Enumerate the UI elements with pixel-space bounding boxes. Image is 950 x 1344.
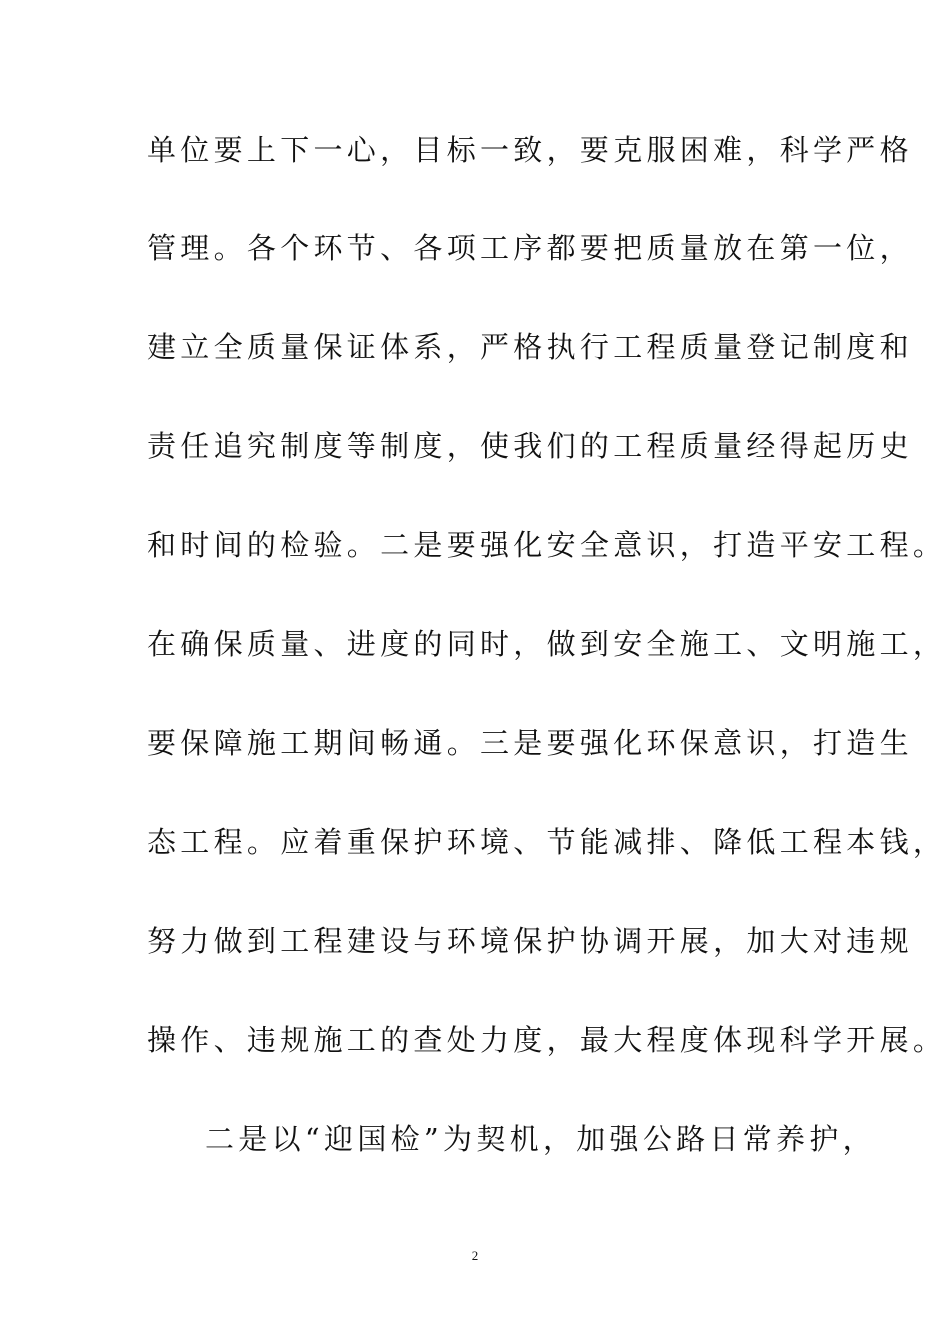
text-line-4: 责任追究制度等制度，使我们的工程质量经得起历史 <box>147 429 913 463</box>
text-line-10: 操作、违规施工的查处力度，最大程度体现科学开展。 <box>147 1023 947 1057</box>
text-line-3: 建立全质量保证体系，严格执行工程质量登记制度和 <box>147 330 913 364</box>
text-line-2: 管理。各个环节、各项工序都要把质量放在第一位， <box>147 231 913 265</box>
text-line-7: 要保障施工期间畅通。三是要强化环保意识，打造生 <box>147 726 913 760</box>
text-line-5: 和时间的检验。二是要强化安全意识，打造平安工程。 <box>147 528 947 562</box>
text-line-6: 在确保质量、进度的同时，做到安全施工、文明施工， <box>147 627 947 661</box>
text-line-8: 态工程。应着重保护环境、节能减排、降低工程本钱， <box>147 825 947 859</box>
page-number: 2 <box>471 1248 479 1263</box>
text-line-9: 努力做到工程建设与环境保护协调开展，加大对违规 <box>147 924 913 958</box>
paragraph-start-line: 二是以“迎国检”为契机，加强公路日常养护， <box>205 1122 876 1156</box>
text-line-1: 单位要上下一心，目标一致，要克服困难，科学严格 <box>147 133 913 167</box>
